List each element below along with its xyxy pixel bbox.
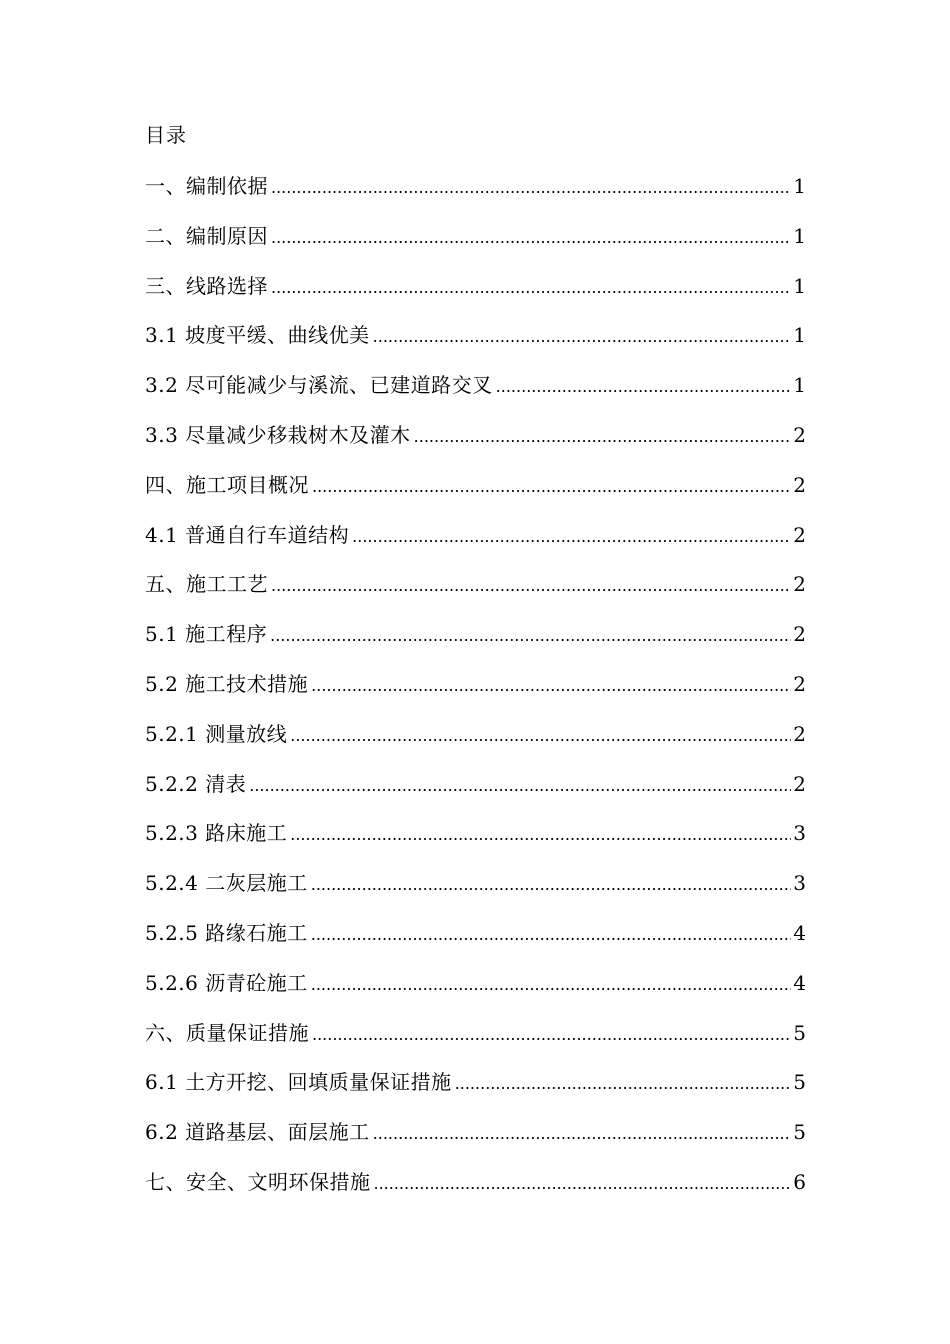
toc-entry-label: 四、施工项目概况: [145, 472, 309, 497]
toc-leader-dots: [311, 870, 792, 900]
toc-entry[interactable]: [145, 868, 806, 918]
toc-entry[interactable]: [145, 221, 806, 271]
toc-entry-page: 1: [793, 373, 806, 398]
toc-entry-page: 4: [793, 920, 806, 945]
toc-entry-label: 6.2 道路基层、面层施工: [145, 1120, 370, 1145]
toc-entry-label: 5.2.1 测量放线: [145, 721, 288, 746]
toc-leader-dots: [373, 322, 792, 352]
toc-entry-label: 5.2 施工技术措施: [145, 671, 309, 696]
toc-entry-page: 2: [793, 422, 806, 447]
toc-entry[interactable]: [145, 271, 806, 321]
toc-entry-page: 2: [793, 522, 806, 547]
toc-entry[interactable]: [145, 669, 806, 719]
toc-leader-dots: [352, 522, 791, 552]
toc-entry-page: 2: [793, 472, 806, 497]
toc-entry-page: 1: [793, 223, 806, 248]
toc-entry-label: 5.1 施工程序: [145, 622, 268, 647]
toc-entry[interactable]: [145, 420, 806, 470]
toc-entry-page: 1: [793, 174, 806, 198]
toc-entry[interactable]: [145, 569, 806, 619]
toc-leader-dots: [455, 1069, 792, 1099]
toc-entry-label: 一、编制依据: [145, 174, 268, 198]
toc-entry-label: 5.2.4 二灰层施工: [145, 871, 308, 896]
toc-leader-dots: [312, 472, 791, 502]
toc-entry-page: 2: [793, 622, 806, 647]
toc-list: [145, 171, 806, 1217]
toc-entry-page: 1: [793, 273, 806, 298]
toc-leader-dots: [270, 621, 791, 651]
toc-entry-label: 五、施工工艺: [145, 572, 268, 597]
toc-entry-page: 2: [793, 572, 806, 597]
toc-entry-page: 6: [793, 1169, 806, 1194]
toc-leader-dots: [290, 721, 791, 751]
toc-leader-dots: [271, 273, 791, 303]
toc-entry-label: 七、安全、文明环保措施: [145, 1169, 371, 1194]
toc-entry-label: 3.3 尽量减少移栽树木及灌木: [145, 422, 411, 447]
toc-leader-dots: [414, 422, 792, 452]
toc-entry-label: 5.2.5 路缘石施工: [145, 920, 308, 945]
toc-entry-page: 3: [793, 871, 806, 896]
toc-leader-dots: [311, 970, 792, 1000]
toc-entry-label: 三、线路选择: [145, 273, 268, 298]
toc-entry-label: 6.1 土方开挖、回填质量保证措施: [145, 1070, 452, 1095]
toc-entry-page: 4: [793, 970, 806, 995]
toc-leader-dots: [311, 920, 792, 950]
toc-entry[interactable]: [145, 320, 806, 370]
toc-entry-label: 3.2 尽可能减少与溪流、已建道路交叉: [145, 373, 493, 398]
toc-title: 目录: [145, 123, 187, 147]
toc-entry-label: 3.1 坡度平缓、曲线优美: [145, 323, 370, 348]
toc-leader-dots: [373, 1119, 792, 1149]
toc-entry[interactable]: [145, 520, 806, 570]
toc-entry-label: 5.2.3 路床施工: [145, 821, 288, 846]
toc-leader-dots: [312, 1020, 791, 1050]
toc-leader-dots: [271, 223, 791, 253]
toc-entry-page: 5: [793, 1070, 806, 1095]
toc-entry-label: 5.2.6 沥青砼施工: [145, 970, 308, 995]
toc-entry[interactable]: [145, 769, 806, 819]
toc-entry-label: 4.1 普通自行车道结构: [145, 522, 350, 547]
toc-entry-page: 3: [793, 821, 806, 846]
toc-entry-page: 5: [793, 1120, 806, 1145]
toc-entry[interactable]: [145, 619, 806, 669]
toc-leader-dots: [271, 173, 791, 203]
toc-entry[interactable]: [145, 1117, 806, 1167]
toc-leader-dots: [271, 571, 791, 601]
toc-entry-page: 1: [793, 323, 806, 348]
toc-entry-page: 5: [793, 1020, 806, 1045]
toc-entry[interactable]: [145, 719, 806, 769]
toc-entry[interactable]: [145, 918, 806, 968]
toc-entry[interactable]: [145, 1018, 806, 1068]
toc-entry-page: 2: [793, 671, 806, 696]
toc-entry[interactable]: [145, 1167, 806, 1217]
toc-entry[interactable]: [145, 370, 806, 420]
toc-entry-label: 5.2.2 清表: [145, 771, 247, 796]
toc-leader-dots: [290, 820, 791, 850]
toc-entry[interactable]: [145, 171, 806, 221]
toc-entry[interactable]: [145, 470, 806, 520]
toc-entry[interactable]: [145, 968, 806, 1018]
toc-entry[interactable]: [145, 818, 806, 868]
toc-entry-page: 2: [793, 721, 806, 746]
toc-leader-dots: [311, 671, 791, 701]
toc-entry-page: 2: [793, 771, 806, 796]
toc-leader-dots: [249, 771, 791, 801]
toc-leader-dots: [374, 1169, 792, 1199]
toc-entry-label: 二、编制原因: [145, 223, 268, 248]
toc-leader-dots: [496, 372, 792, 402]
toc-entry[interactable]: [145, 1067, 806, 1117]
toc-entry-label: 六、质量保证措施: [145, 1020, 309, 1045]
